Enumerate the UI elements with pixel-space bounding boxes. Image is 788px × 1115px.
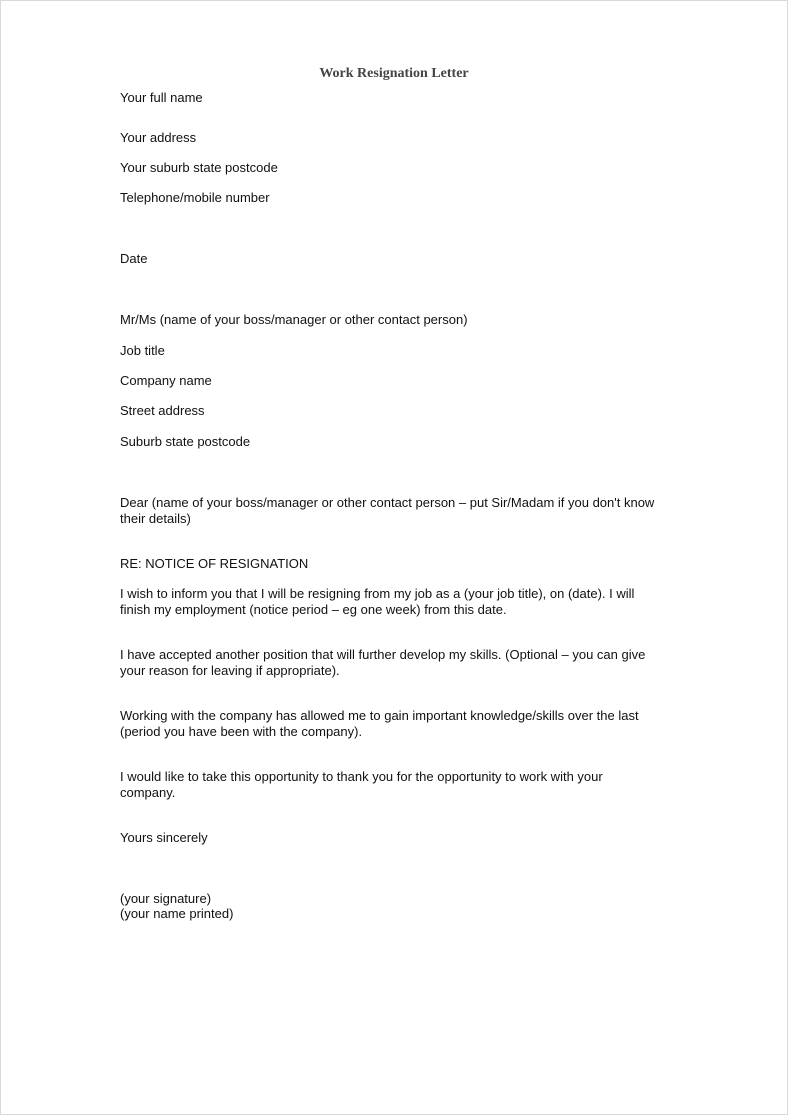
paragraph-4-line-1: I would like to take this opportunity to thank you for the opportunity to work with your: [120, 769, 603, 784]
recipient-suburb: Suburb state postcode: [120, 434, 251, 449]
signature-line: (your signature): [120, 891, 212, 906]
subject-line: RE: NOTICE OF RESIGNATION: [120, 556, 309, 571]
paragraph-3-line-2: (period you have been with the company).: [120, 724, 363, 739]
paragraph-2-line-2: your reason for leaving if appropriate).: [120, 663, 340, 678]
paragraph-3-line-1: Working with the company has allowed me to gain important knowledge/skills over the last: [120, 708, 639, 723]
recipient-name: Mr/Ms (name of your boss/manager or other contact person): [120, 312, 468, 327]
sender-full-name: Your full name: [120, 90, 203, 105]
paragraph-1-line-1: I wish to inform you that I will be resigning from my job as a (your job title), on (date). I will: [120, 586, 635, 601]
sender-address: Your address: [120, 130, 197, 145]
paragraph-1-line-2: finish my employment (notice period – eg one week) from this date.: [120, 602, 507, 617]
paragraph-2-line-1: I have accepted another position that will further develop my skills. (Optional – you can give: [120, 647, 646, 662]
recipient-company: Company name: [120, 373, 212, 388]
recipient-street: Street address: [120, 403, 205, 418]
sender-suburb: Your suburb state postcode: [120, 160, 278, 175]
recipient-job-title: Job title: [120, 343, 165, 358]
salutation-line-2: their details): [120, 511, 191, 526]
letter-title: Work Resignation Letter: [319, 66, 469, 81]
sender-phone: Telephone/mobile number: [120, 190, 270, 205]
letter-date: Date: [120, 251, 148, 266]
closing-line: Yours sincerely: [120, 830, 208, 845]
printed-name-line: (your name printed): [120, 906, 234, 921]
paragraph-4-line-2: company.: [120, 785, 176, 800]
salutation-line-1: Dear (name of your boss/manager or other contact person – put Sir/Madam if you don't know: [120, 495, 655, 510]
